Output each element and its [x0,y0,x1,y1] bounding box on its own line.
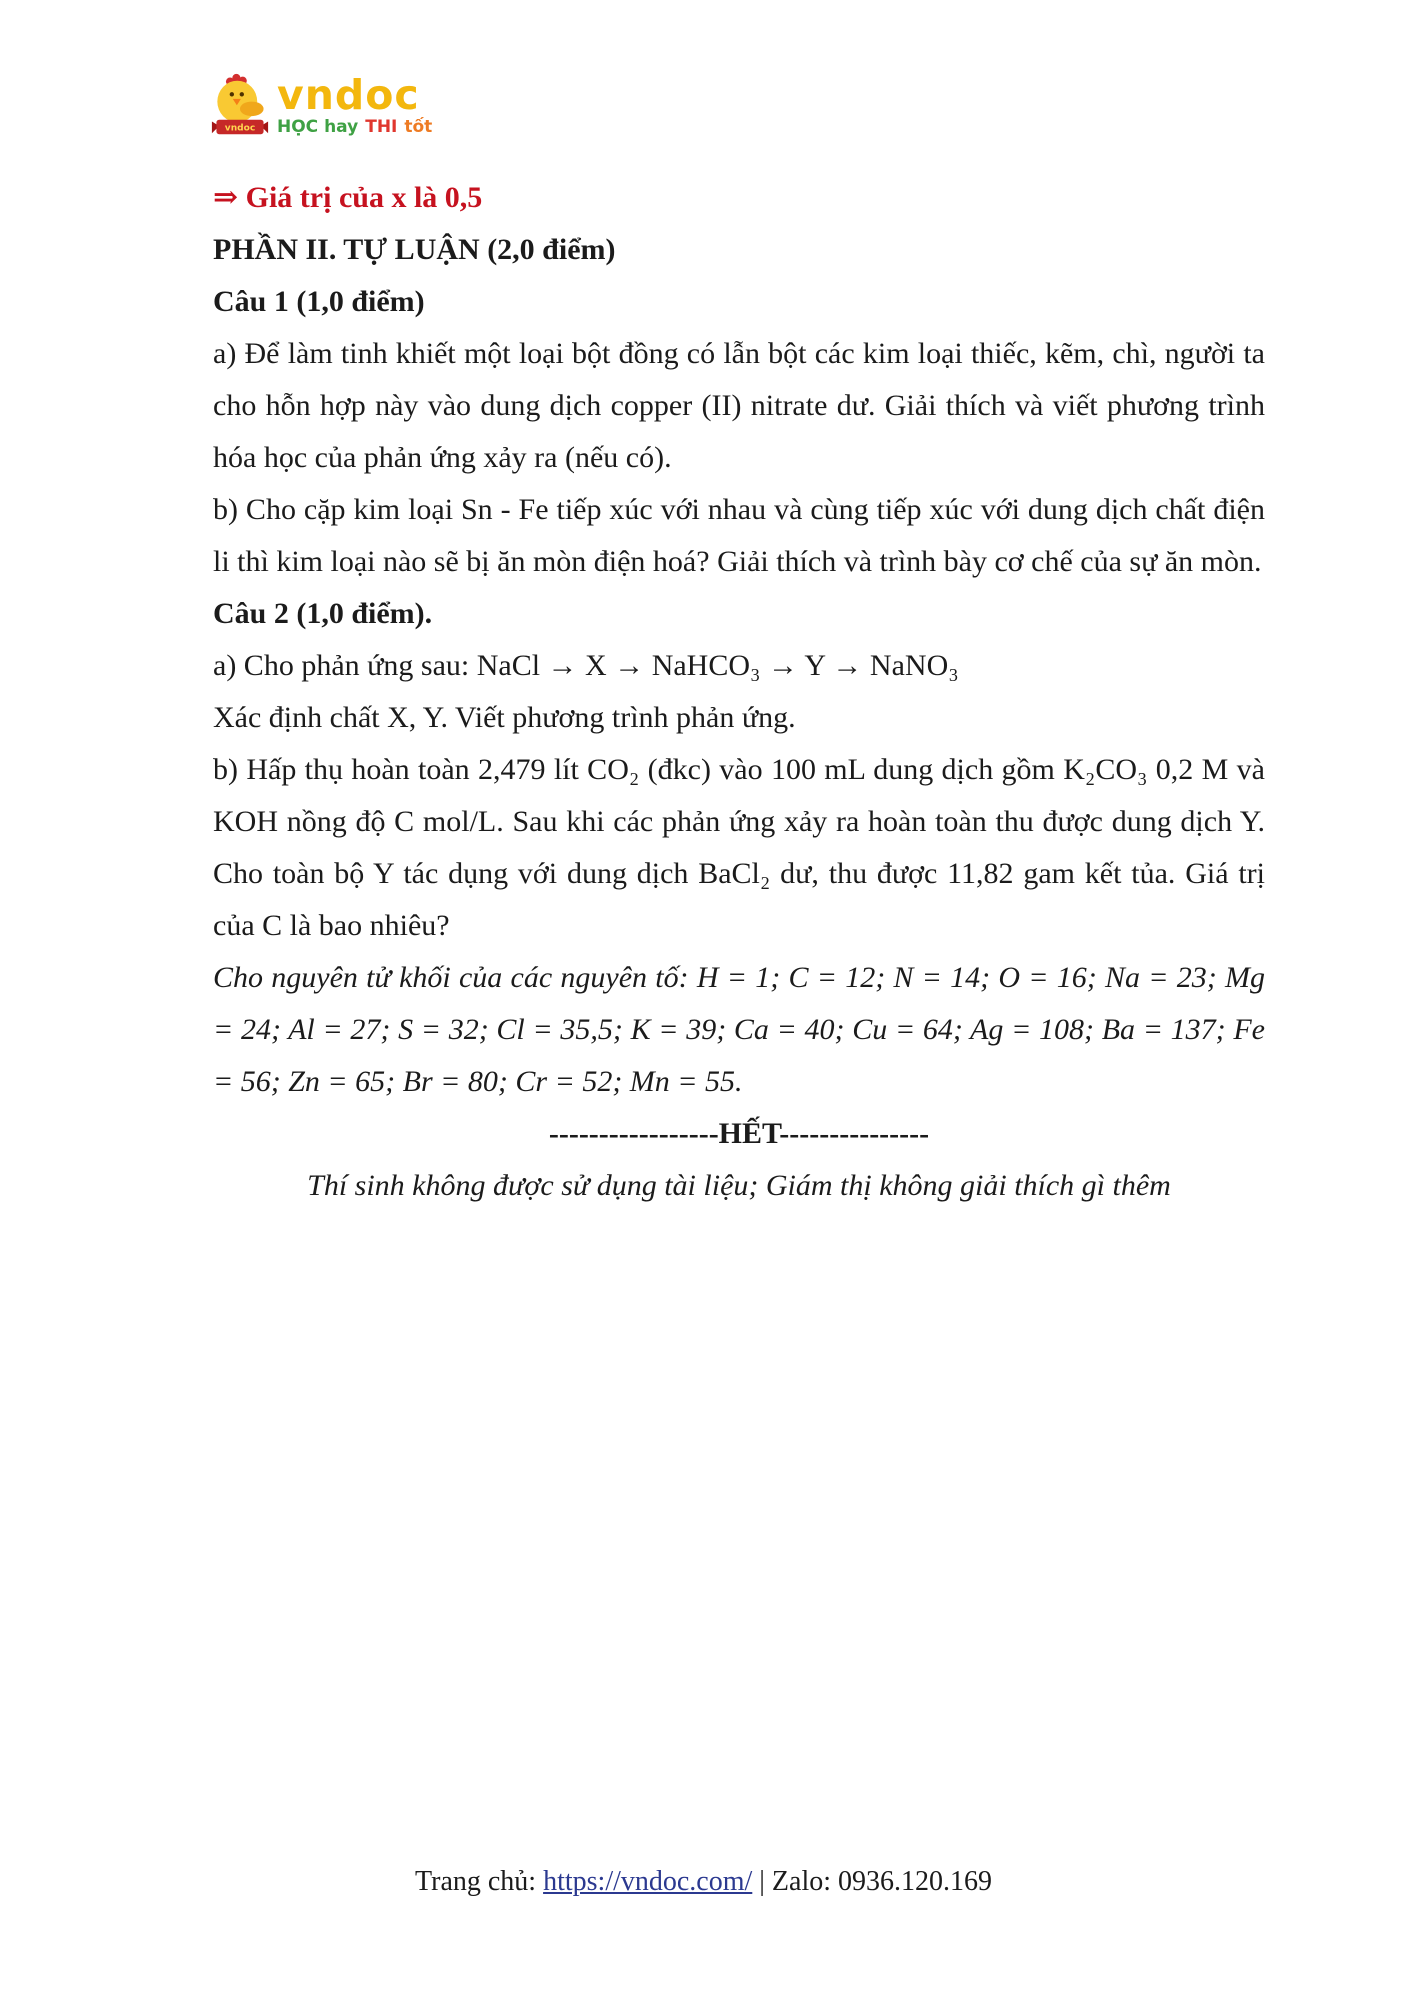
document-content [213,172,1265,1212]
footer-prefix: Trang chủ: [415,1866,544,1897]
footer-zalo: Zalo: 0936.120.169 [771,1866,992,1897]
tagline-tot: tốt [404,117,433,137]
logo-tagline [277,119,432,136]
homepage-link[interactable]: https://vndoc.com/ [543,1866,753,1897]
question2-part-b: b) Hấp thụ hoàn toàn 2,479 lít CO₂ (đkc) vào 100 mL dung dịch gồm K₂CO₃ 0,2 M và KOH nồng độ C mol/L. Sau khi các phản ứng xảy ra hoàn toàn thu được dung dịch Y. Cho toàn bộ Y tác dụng với dung dịch BaCl₂ dư, thu được 11,82 gam kết tủa. Giá trị của C là bao nhiêu? [213,753,1265,942]
section-heading: PHẦN II. TỰ LUẬN (2,0 điểm) [213,233,616,266]
exam-note: Thí sinh không được sử dụng tài liệu; Giám thị không giải thích gì thêm [307,1169,1171,1202]
mascot-banner-text: vndoc [224,123,256,134]
question2-part-a-reaction: a) Cho phản ứng sau: NaCl → X → NaHCO₃ → Y → NaNO₃ [213,649,959,682]
page-footer [0,1862,1407,1902]
logo-text [277,72,432,136]
tagline-hoc-hay: HỌC hay [277,117,359,137]
question2-part-a-task: Xác định chất X, Y. Viết phương trình phản ứng. [213,701,796,734]
end-marker: -----------------HẾT--------------- [548,1117,930,1150]
answer-highlight: ⇒ Giá trị của x là 0,5 [213,181,483,214]
question1-heading: Câu 1 (1,0 điểm) [213,285,425,318]
question1-part-b: b) Cho cặp kim loại Sn - Fe tiếp xúc với nhau và cùng tiếp xúc với dung dịch chất điện li thì kim loại nào sẽ bị ăn mòn điện hoá? Giải thích và trình bày cơ chế của sự ăn mòn. [213,493,1265,578]
footer-separator: | [752,1866,772,1897]
tagline-thi: THI [365,117,398,137]
question1-part-a: a) Để làm tinh khiết một loại bột đồng có lẫn bột các kim loại thiếc, kẽm, chì, người ta cho hỗn hợp này vào dung dịch copper (II) nitrate dư. Giải thích và viết phương trình hóa học của phản ứng xảy ra (nếu có). [213,337,1265,474]
logo-brand: vndoc [277,71,420,119]
atomic-masses-note: Cho nguyên tử khối của các nguyên tố: H = 1; C = 12; N = 14; O = 16; Na = 23; Mg = 24; Al = 27; S = 32; Cl = 35,5; K = 39; Ca = 40; Cu = 64; Ag = 108; Ba = 137; Fe = 56; Zn = 65; Br = 80; Cr = 52; Mn = 55. [213,961,1265,1098]
vndoc-logo [211,72,432,142]
chicken-mascot-icon [211,72,269,142]
question2-heading: Câu 2 (1,0 điểm). [213,597,433,630]
